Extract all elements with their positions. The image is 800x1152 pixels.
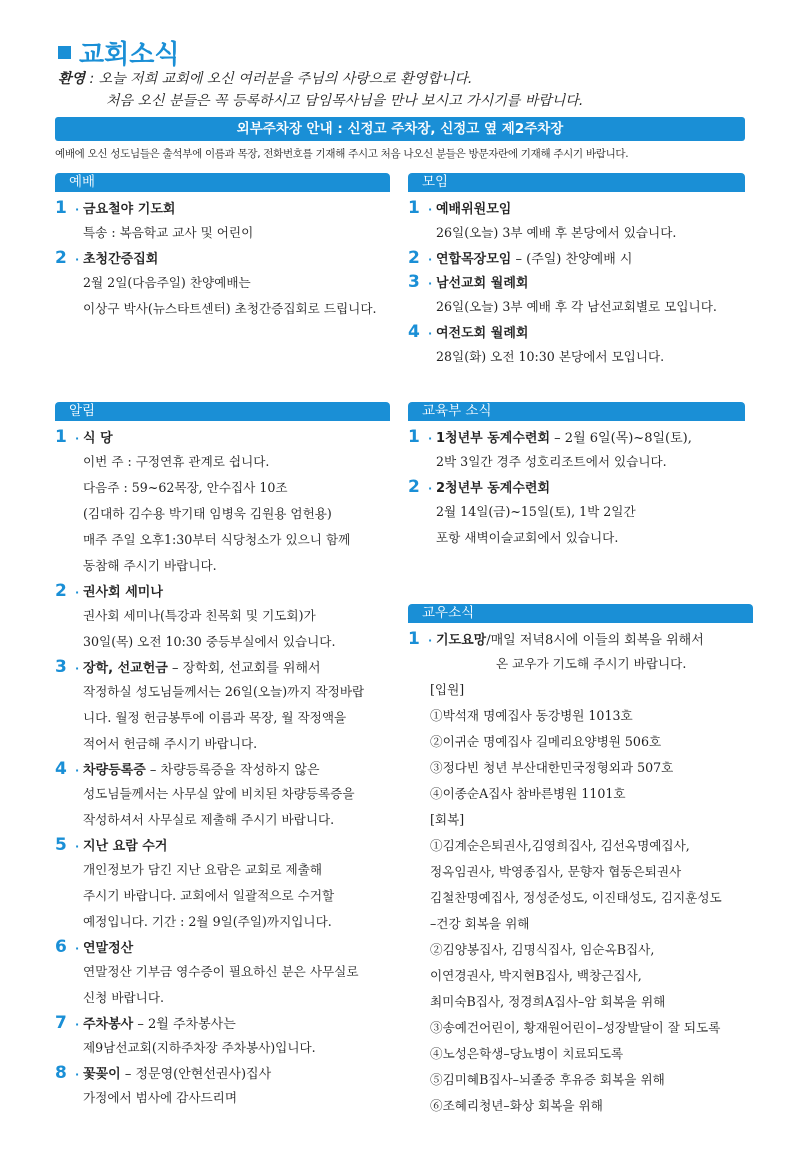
dot-icon: ·	[75, 432, 80, 445]
member-line: ④노성은학생–당뇨병이 치료되도록	[430, 1046, 624, 1061]
dot-icon: ·	[75, 586, 80, 599]
item-subtitle: – 2월 주차봉사는	[133, 1017, 236, 1032]
list-item	[55, 246, 390, 270]
item-line: 이번 주 : 구정연휴 관계로 쉽니다.	[83, 454, 270, 469]
parking-banner: 외부주차장 안내 : 신정고 주차장, 신정고 옆 제2주차장	[55, 117, 745, 141]
welcome-line1: : 오늘 저희 교회에 오신 여러분을 주님의 사랑으로 환영합니다.	[85, 71, 473, 87]
item-subtitle: – 정문영(안현선권사)집사	[120, 1067, 272, 1082]
item-line: 2박 3일간 경주 성호리조트에서 있습니다.	[436, 454, 667, 469]
members-item	[408, 627, 753, 651]
member-line: ⑤김미혜B집사–뇌졸중 후유증 회복을 위해	[430, 1072, 665, 1087]
member-line: ④이종순A집사 참바른병원 1101호	[430, 786, 626, 801]
item-line: 적어서 헌금해 주시기 바랍니다.	[83, 736, 258, 751]
item-number: 3	[55, 657, 67, 677]
item-line: 신청 바랍니다.	[83, 990, 164, 1005]
item-number: 4	[55, 759, 67, 779]
members-section	[408, 604, 753, 1119]
item-line: 개인정보가 담긴 지난 요람은 교회로 제출해	[83, 862, 322, 877]
member-line: [입원]	[430, 682, 465, 697]
item-line: 이상구 박사(뉴스타트센터) 초청간증집회로 드립니다.	[83, 301, 377, 316]
list-item	[55, 196, 390, 220]
item-title: 차량등록증	[83, 763, 146, 778]
member-line: ①김계순은퇴권사,김영희집사, 김선옥명예집사,	[430, 838, 690, 853]
item-number: 7	[55, 1013, 67, 1033]
item-title: 금요철야 기도회	[83, 202, 176, 217]
welcome-line2: 처음 오신 분들은 꼭 등록하시고 담임목사님을 만나 보시고 가시기를 바랍니다.	[106, 93, 584, 109]
welcome-message	[58, 68, 583, 112]
item-line: 2월 2일(다음주일) 찬양예배는	[83, 275, 251, 290]
list-item	[408, 425, 745, 449]
list-item	[55, 1011, 390, 1035]
item-line: (김대하 김수용 박기태 임병욱 김원용 엄헌용)	[83, 506, 332, 521]
education-items	[408, 425, 745, 551]
list-item	[55, 757, 390, 781]
dot-icon: ·	[75, 840, 80, 853]
item-line: 다음주 : 59~62목장, 안수집사 10조	[83, 480, 288, 495]
item-title: 장학, 선교헌금	[83, 661, 168, 676]
page-title	[58, 34, 179, 71]
member-line: ①박석재 명예집사 동강병원 1013호	[430, 708, 633, 723]
dot-icon: ·	[428, 327, 433, 340]
announcements-items	[55, 425, 390, 1111]
item-number: 8	[55, 1063, 67, 1083]
list-item	[408, 270, 745, 294]
list-item	[408, 246, 745, 270]
item-line: 30일(목) 오전 10:30 중등부실에서 있습니다.	[83, 634, 336, 649]
dot-icon: ·	[75, 662, 80, 675]
item-line: 성도님들께서는 사무실 앞에 비치된 차량등록증을	[83, 786, 355, 801]
item-number: 2	[55, 581, 67, 601]
member-line: ③송예건어린이, 황재원어린이–성장발달이 잘 되도록	[430, 1020, 721, 1035]
item-line: 니다. 월정 헌금봉투에 이름과 목장, 월 작정액을	[83, 710, 347, 725]
item-title: 기도요망	[436, 633, 487, 648]
item-line: 제9남선교회(지하주차장 주차봉사)입니다.	[83, 1040, 316, 1055]
item-title: 남선교회 월례회	[436, 276, 529, 291]
item-subtitle: – (주일) 찬양예배 시	[511, 252, 633, 267]
meetings-items	[408, 196, 745, 370]
dot-icon: ·	[428, 203, 433, 216]
dot-icon: ·	[428, 634, 433, 647]
meetings-section	[408, 173, 745, 370]
item-title: 지난 요람 수거	[83, 839, 168, 854]
list-item	[55, 579, 390, 603]
list-item	[55, 935, 390, 959]
item-subtitle: – 차량등록증을 작성하지 않은	[145, 763, 320, 778]
list-item	[408, 196, 745, 220]
member-line: [회복]	[430, 812, 465, 827]
item-number: 2	[408, 248, 420, 268]
item-line: 예정입니다. 기간 : 2월 9일(주일)까지입니다.	[83, 914, 332, 929]
member-line: 최미숙B집사, 정경희A집사–암 회복을 위해	[430, 994, 666, 1009]
item-number: 2	[408, 477, 420, 497]
item-number: 1	[55, 198, 67, 218]
member-line: 이연경권사, 박지현B집사, 백창근집사,	[430, 968, 642, 983]
dot-icon: ·	[428, 432, 433, 445]
member-line: –건강 회복을 위해	[430, 916, 530, 931]
member-line: ③정다빈 청년 부산대한민국정형외과 507호	[430, 760, 674, 775]
dot-icon: ·	[428, 277, 433, 290]
meetings-header: 모임	[408, 173, 745, 192]
item-line: 작정하실 성도님들께서는 26일(오늘)까지 작정바랍	[83, 684, 365, 699]
page-title-text: 교회소식	[79, 40, 180, 70]
item-line: 매주 주일 오후1:30부터 식당청소가 있으니 함께	[83, 532, 351, 547]
dot-icon: ·	[75, 764, 80, 777]
dot-icon: ·	[75, 253, 80, 266]
item-number: 3	[408, 272, 420, 292]
item-line: 권사회 세미나(특강과 친목회 및 기도회)가	[83, 608, 316, 623]
item-number: 1	[55, 427, 67, 447]
item-title: 연말정산	[83, 941, 134, 956]
dot-icon: ·	[75, 942, 80, 955]
member-line: ⑥조혜리청년–화상 회복을 위해	[430, 1098, 603, 1113]
member-line: ②이귀순 명예집사 길메리요양병원 506호	[430, 734, 662, 749]
list-item	[408, 475, 745, 499]
list-item	[408, 320, 745, 344]
education-section	[408, 402, 745, 551]
item-title: 연합목장모임	[436, 252, 512, 267]
item-subtitle: – 장학회, 선교회를 위해서	[167, 661, 321, 676]
dot-icon: ·	[428, 253, 433, 266]
square-bullet-icon	[58, 46, 71, 59]
item-number: 1	[408, 629, 420, 649]
item-line: 특송 : 복음학교 교사 및 어린이	[83, 225, 254, 240]
item-line: 작성하셔서 사무실로 제출해 주시기 바랍니다.	[83, 812, 335, 827]
item-line: 동참해 주시기 바랍니다.	[83, 558, 217, 573]
item-number: 1	[408, 427, 420, 447]
item-line: 포항 새벽이슬교회에서 있습니다.	[436, 530, 619, 545]
item-number: 1	[408, 198, 420, 218]
item-line: 2월 14일(금)~15일(토), 1박 2일간	[436, 504, 636, 519]
list-item	[55, 833, 390, 857]
item-title: 꽃꽂이	[83, 1067, 121, 1082]
item-line: 26일(오늘) 3부 예배 후 각 남선교회별로 모입니다.	[436, 299, 717, 314]
member-line: 정옥임권사, 박영종집사, 문향자 협동은퇴권사	[430, 864, 682, 879]
item-title: 초청간증집회	[83, 252, 159, 267]
item-line: 28일(화) 오전 10:30 본당에서 모입니다.	[436, 349, 665, 364]
dot-icon: ·	[75, 203, 80, 216]
attendance-notice: 예배에 오신 성도님들은 출석부에 이름과 목장, 전화번호를 기재해 주시고 처음 나오신 분들은 방문자란에 기재해 주시기 바랍니다.	[55, 148, 629, 160]
item-number: 4	[408, 322, 420, 342]
item-subtitle: – 2월 6일(목)~8일(토),	[550, 431, 692, 446]
item-title: 식 당	[83, 431, 113, 446]
members-subtitle2: 온 교우가 기도해 주시기 바랍니다.	[496, 656, 687, 671]
item-line: 주시기 바랍니다. 교회에서 일괄적으로 수거할	[83, 888, 335, 903]
item-title: 예배위원모임	[436, 202, 512, 217]
item-line: 26일(오늘) 3부 예배 후 본당에서 있습니다.	[436, 225, 677, 240]
item-title: 주차봉사	[83, 1017, 134, 1032]
item-title: 1청년부 동계수련회	[436, 431, 551, 446]
worship-section	[55, 173, 390, 322]
education-header: 교육부 소식	[408, 402, 745, 421]
item-number: 5	[55, 835, 67, 855]
item-number: 2	[55, 248, 67, 268]
list-item	[55, 1061, 390, 1085]
announcements-section	[55, 402, 390, 1111]
item-number: 6	[55, 937, 67, 957]
item-title: 2청년부 동계수련회	[436, 481, 551, 496]
members-lines	[408, 677, 753, 1119]
item-line: 가정에서 범사에 감사드리며	[83, 1090, 237, 1105]
member-line: 김철찬명예집사, 정성준성도, 이진태성도, 김지훈성도	[430, 890, 722, 905]
item-title: 여전도회 월례회	[436, 326, 529, 341]
members-header: 교우소식	[408, 604, 753, 623]
member-line: ②김양봉집사, 김명식집사, 임순옥B집사,	[430, 942, 655, 957]
announcements-header: 알림	[55, 402, 390, 421]
item-title: 권사회 세미나	[83, 585, 163, 600]
dot-icon: ·	[75, 1068, 80, 1081]
dot-icon: ·	[428, 482, 433, 495]
item-line: 연말정산 기부금 영수증이 필요하신 분은 사무실로	[83, 964, 359, 979]
list-item	[55, 425, 390, 449]
worship-header: 예배	[55, 173, 390, 192]
welcome-label: 환영	[58, 71, 86, 87]
item-subtitle: /매일 저녁8시에 이들의 회복을 위해서	[486, 633, 704, 648]
dot-icon: ·	[75, 1018, 80, 1031]
worship-items	[55, 196, 390, 322]
list-item	[55, 655, 390, 679]
